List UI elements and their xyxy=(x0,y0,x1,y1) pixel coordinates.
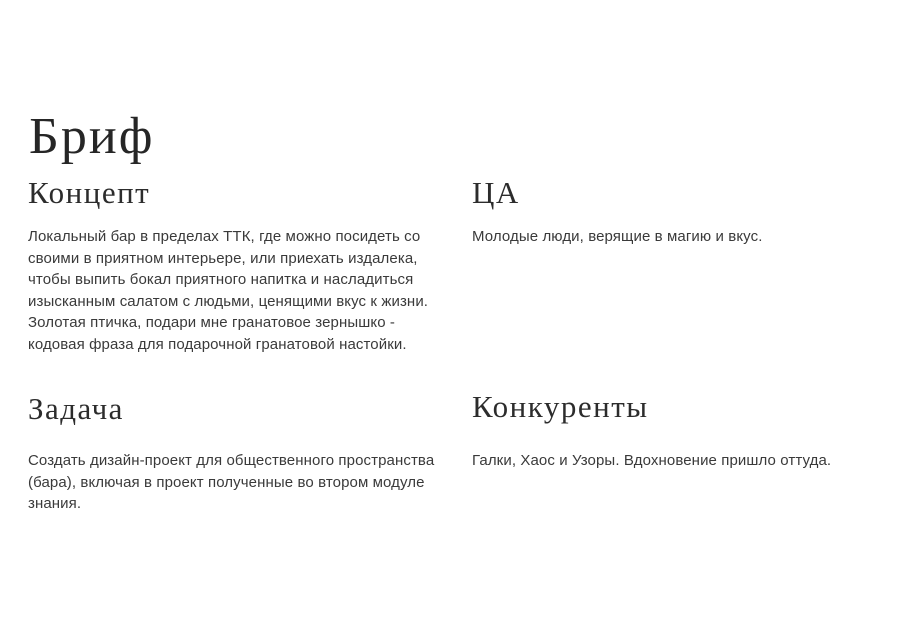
section-task-body xyxy=(28,450,456,515)
section-audience xyxy=(472,175,872,245)
section-concept-heading: Концепт xyxy=(28,175,151,210)
section-audience-heading: ЦА xyxy=(472,175,520,210)
section-concept-paragraph: Золотая птичка, подари мне гранатовое зернышко - кодовая фраза для подарочной гранатовой настойки. xyxy=(28,314,407,353)
section-concept xyxy=(28,175,456,353)
section-audience-body xyxy=(472,226,872,248)
section-competitors-paragraph: Галки, Хаос и Узоры. Вдохновение пришло оттуда. xyxy=(472,452,832,469)
section-competitors-heading: Конкуренты xyxy=(472,389,649,424)
section-task-heading: Задача xyxy=(28,391,124,426)
section-concept-body xyxy=(28,226,456,355)
section-task xyxy=(28,391,456,512)
section-audience-paragraph: Молодые люди, верящие в магию и вкус. xyxy=(472,228,763,245)
section-concept-paragraph: Локальный бар в пределах ТТК, где можно посидеть со своими в приятном интерьере, или приехать издалека, чтобы выпить бокал приятного напитка и насладиться изысканным салатом с людьми, ценящими вкус к жизни. xyxy=(28,228,429,310)
section-competitors-body xyxy=(472,450,882,472)
section-competitors xyxy=(472,389,882,469)
page-title: Бриф xyxy=(29,107,155,165)
section-task-paragraph: Создать дизайн-проект для общественного пространства (бара), включая в проект полученные во втором модуле знания. xyxy=(28,452,435,512)
